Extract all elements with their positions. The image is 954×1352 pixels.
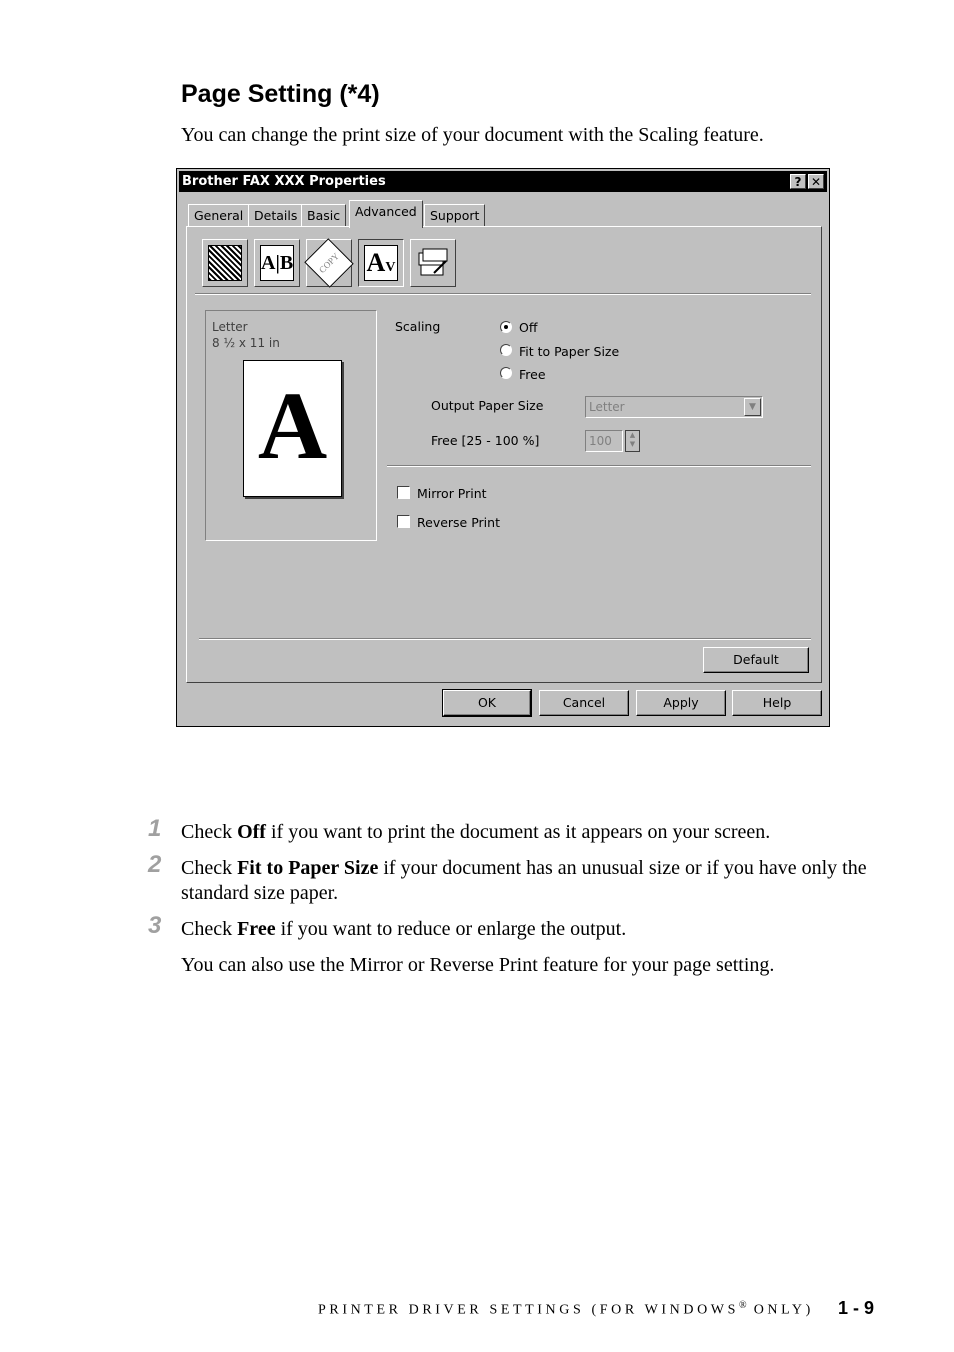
duplex-icon-button[interactable]: [254, 239, 300, 287]
ok-button[interactable]: OK: [443, 690, 531, 716]
mirror-print-checkbox[interactable]: [397, 486, 410, 499]
watermark-icon-button[interactable]: [306, 239, 352, 287]
mirror-reverse-note: You can also use the Mirror or Reverse Print feature for your page setting.: [181, 954, 775, 976]
preview-paper-size: 8 ½ x 11 in: [212, 336, 280, 350]
cancel-button[interactable]: Cancel: [539, 690, 629, 716]
free-percent-input[interactable]: 100: [585, 430, 623, 452]
quality-icon: [208, 245, 242, 281]
free-percent-spinner[interactable]: ▲ ▼: [625, 430, 640, 452]
step-number: 1: [148, 815, 162, 842]
step-number: 2: [148, 851, 162, 878]
default-button[interactable]: Default: [703, 647, 809, 673]
device-options-icon-button[interactable]: [410, 239, 456, 287]
step-text: Check Fit to Paper Size if your document has an unusual size or if you have only the standard size paper.: [181, 857, 867, 904]
step-text: Check Off if you want to print the document as it appears on your screen.: [181, 821, 771, 843]
advanced-panel: [186, 226, 822, 683]
preview-glyph: A: [257, 372, 328, 479]
tab-general[interactable]: General: [188, 204, 249, 226]
output-paper-size-value: Letter: [589, 400, 625, 414]
bottom-separator: [199, 638, 811, 640]
intro-text: You can change the print size of your document with the Scaling feature.: [181, 124, 764, 146]
quality-icon-button[interactable]: [202, 239, 248, 287]
help-button[interactable]: Help: [732, 690, 822, 716]
scaling-label: Scaling: [395, 319, 441, 334]
dialog-titlebar: [179, 171, 827, 192]
chevron-down-icon[interactable]: ▼: [744, 398, 761, 416]
help-title-button[interactable]: ?: [790, 174, 806, 189]
duplex-icon: A|B: [260, 245, 294, 281]
scaling-off-radio[interactable]: [500, 321, 512, 333]
tab-basic[interactable]: Basic: [301, 204, 346, 226]
page-heading: Page Setting (*4): [181, 80, 380, 108]
apply-button[interactable]: Apply: [636, 690, 726, 716]
free-percent-label: Free [25 - 100 %]: [431, 433, 540, 448]
paper-preview: [205, 310, 377, 541]
page-footer: PRINTER DRIVER SETTINGS (FOR WINDOWS® ONLY): [318, 1300, 814, 1318]
scaling-free-radio[interactable]: [500, 367, 512, 379]
tab-advanced[interactable]: Advanced: [349, 200, 423, 228]
close-title-button[interactable]: ✕: [808, 174, 824, 189]
preview-paper-name: Letter: [212, 320, 248, 334]
properties-dialog: [176, 168, 830, 727]
icon-row-separator: [195, 293, 811, 295]
tab-details[interactable]: Details: [248, 204, 303, 226]
page-number: 1 - 9: [838, 1298, 875, 1318]
step-text: Check Free if you want to reduce or enlarge the output.: [181, 918, 627, 940]
device-options-icon: [416, 245, 450, 281]
dialog-title: Brother FAX XXX Properties: [182, 174, 386, 189]
reverse-print-checkbox[interactable]: [397, 515, 410, 528]
mirror-print-label[interactable]: Mirror Print: [417, 486, 487, 501]
scaling-fit-label[interactable]: Fit to Paper Size: [519, 344, 620, 359]
step-number: 3: [148, 912, 162, 939]
tab-support[interactable]: Support: [424, 204, 485, 226]
scaling-free-label[interactable]: Free: [519, 367, 546, 382]
preview-page: [243, 360, 342, 497]
scaling-off-label[interactable]: Off: [519, 320, 538, 335]
reverse-print-label[interactable]: Reverse Print: [417, 515, 500, 530]
scaling-separator: [387, 465, 811, 467]
output-paper-size-select[interactable]: [585, 396, 763, 418]
page-setting-icon-button[interactable]: [358, 239, 404, 287]
watermark-icon: COPY: [304, 238, 353, 287]
page-setting-icon: AV: [364, 245, 398, 281]
scaling-fit-radio[interactable]: [500, 344, 512, 356]
output-paper-size-label: Output Paper Size: [431, 398, 544, 413]
